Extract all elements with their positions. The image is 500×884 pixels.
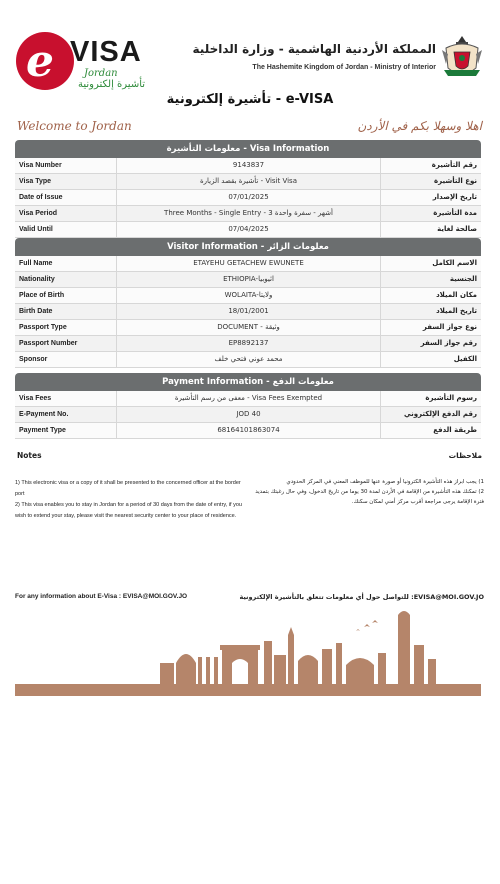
row-label-ar: مدة التأشيرة [433,209,477,217]
note-ar-2: 2) تمكنك هذه التأشيرة من الإقامة في الأردن لمدة 30 يوما من تاريخ الدخول، وفي حال رغبتك بتمديد فترة الإقامة يرجى مراجعة أقرب مركز أمني لمكان سكنك. [255,489,484,505]
row-value: ETHIOPIA-اثيوبيا [117,272,381,287]
row-value: EP8892137 [117,336,381,351]
row-label-ar: طريقة الدفع [433,426,477,434]
note-en-1: 1) This electronic visa or a copy of it shall be presented to the concerned officer at the border port [15,480,241,497]
row-value: محمد عوني فتحي خلف [117,352,381,367]
row-label-ar: الكفيل [453,355,477,363]
notes-english [15,478,245,522]
row-label-ar: رقم جواز السفر [420,339,477,347]
visitor-information-section [15,238,481,368]
row-label-en: Passport Type [15,320,117,335]
row-label-en: Visa Type [15,174,117,189]
table-row [15,288,481,304]
table-row [15,320,481,336]
note-en-2: 2) This visa enables you to stay in Jordan for a period of 30 days from the date of entry, if you wish to extend your stay, please visit the nearest security center to your place of residence. [15,502,242,519]
contact-arabic: للتواصل حول أي معلومات تتعلق بالتأشيرة الإلكترونية :EVISA@MOI.GOV.JO [239,593,484,601]
coat-of-arms-icon [440,34,484,82]
row-value: 07/04/2025 [117,222,381,237]
row-value: معفى من رسم التأشيرة - Visa Fees Exempted [117,391,381,406]
row-label-en: Nationality [15,272,117,287]
notes-title-ar: ملاحظات [448,451,482,460]
note-ar-1: 1) يجب ابراز هذه التأشيرة الكترونيا أو صورة عنها للموظف المعني في المركز الحدودي [286,479,484,485]
logo-e: e [26,36,54,87]
row-value: 68164101863074 [117,423,381,438]
notes-arabic [254,477,484,507]
row-label-ar: رسوم التأشيرة [425,394,477,402]
table-row [15,407,481,423]
row-label-ar: رقم التأشيرة [431,161,477,169]
jordan-skyline-illustration [160,605,450,685]
table-row [15,304,481,320]
visa-information-section [15,140,481,238]
table-row [15,256,481,272]
welcome-arabic: اهلا وسهلا بكم في الأردن [357,119,482,133]
row-label-en: Visa Fees [15,391,117,406]
row-label-ar: الاسم الكامل [432,259,477,267]
row-label-ar: مكان الميلاد [436,291,477,299]
table-row [15,352,481,368]
skyline-ground-band [15,684,481,696]
row-label-en: Valid Until [15,222,117,237]
row-label-ar: نوع التأشيرة [434,177,477,185]
row-label-ar: نوع جواز السفر [422,323,477,331]
logo-visa-text: VISA [70,36,142,68]
ministry-english: The Hashemite Kingdom of Jordan - Ministry of Interior [252,64,436,71]
table-row [15,336,481,352]
table-row [15,391,481,407]
table-row [15,206,481,222]
table-row [15,222,481,238]
row-label-en: Visa Number [15,158,117,173]
row-value: 18/01/2001 [117,304,381,319]
row-value: ETAYEHU GETACHEW EWUNETE [117,256,381,271]
table-row [15,423,481,439]
section-heading: معلومات التأشيرة - Visa Information [15,140,481,158]
table-row [15,174,481,190]
visa-info-rows [15,158,481,238]
section-heading: Visitor Information - معلومات الزائر [15,238,481,256]
row-label-en: Full Name [15,256,117,271]
logo-arabic-text: تأشيرة إلكترونية [78,79,146,90]
row-label-en: E-Payment No. [15,407,117,422]
table-row [15,190,481,206]
contact-english: For any information about E-Visa : EVISA@MOI.GOV.JO [15,593,188,600]
evisa-logo [16,30,146,94]
row-label-en: Passport Number [15,336,117,351]
welcome-english: Welcome to Jordan [17,119,132,133]
row-value: تأشيرة بقصد الزيارة - Visit Visa [117,174,381,189]
payment-information-section [15,373,481,439]
row-label-ar: تاريخ الإصدار [432,193,477,201]
payment-info-rows [15,391,481,439]
ministry-arabic: المملكة الأردنية الهاشمية - وزارة الداخلية [192,42,436,56]
row-label-en: Payment Type [15,423,117,438]
visitor-info-rows [15,256,481,368]
section-heading: Payment Information - معلومات الدفع [15,373,481,391]
row-label-ar: الجنسية [449,275,477,283]
page-title: تأشيرة إلكترونية - e-VISA [166,92,334,107]
row-label-ar: صالحة لغاية [437,225,477,233]
row-value: Three Months - Single Entry - 3 أشهر - سفرة واحدة [117,206,381,221]
logo-jordan-text: Jordan [84,68,118,79]
blank-area [0,698,500,884]
notes-title-en: Notes [17,451,42,460]
row-label-ar: تاريخ الميلاد [436,307,477,315]
row-value: WOLAITA-ولايتا [117,288,381,303]
table-row [15,272,481,288]
row-label-en: Sponsor [15,352,117,367]
row-value: 9143837 [117,158,381,173]
row-value: 07/01/2025 [117,190,381,205]
row-label-en: Date of Issue [15,190,117,205]
row-value: JOD 40 [117,407,381,422]
row-label-en: Visa Period [15,206,117,221]
row-label-en: Birth Date [15,304,117,319]
ministry-heading [193,42,436,71]
table-row [15,158,481,174]
row-value: DOCUMENT - وثيقة [117,320,381,335]
row-label-ar: رقم الدفع الإلكتروني [404,410,477,418]
row-label-en: Place of Birth [15,288,117,303]
